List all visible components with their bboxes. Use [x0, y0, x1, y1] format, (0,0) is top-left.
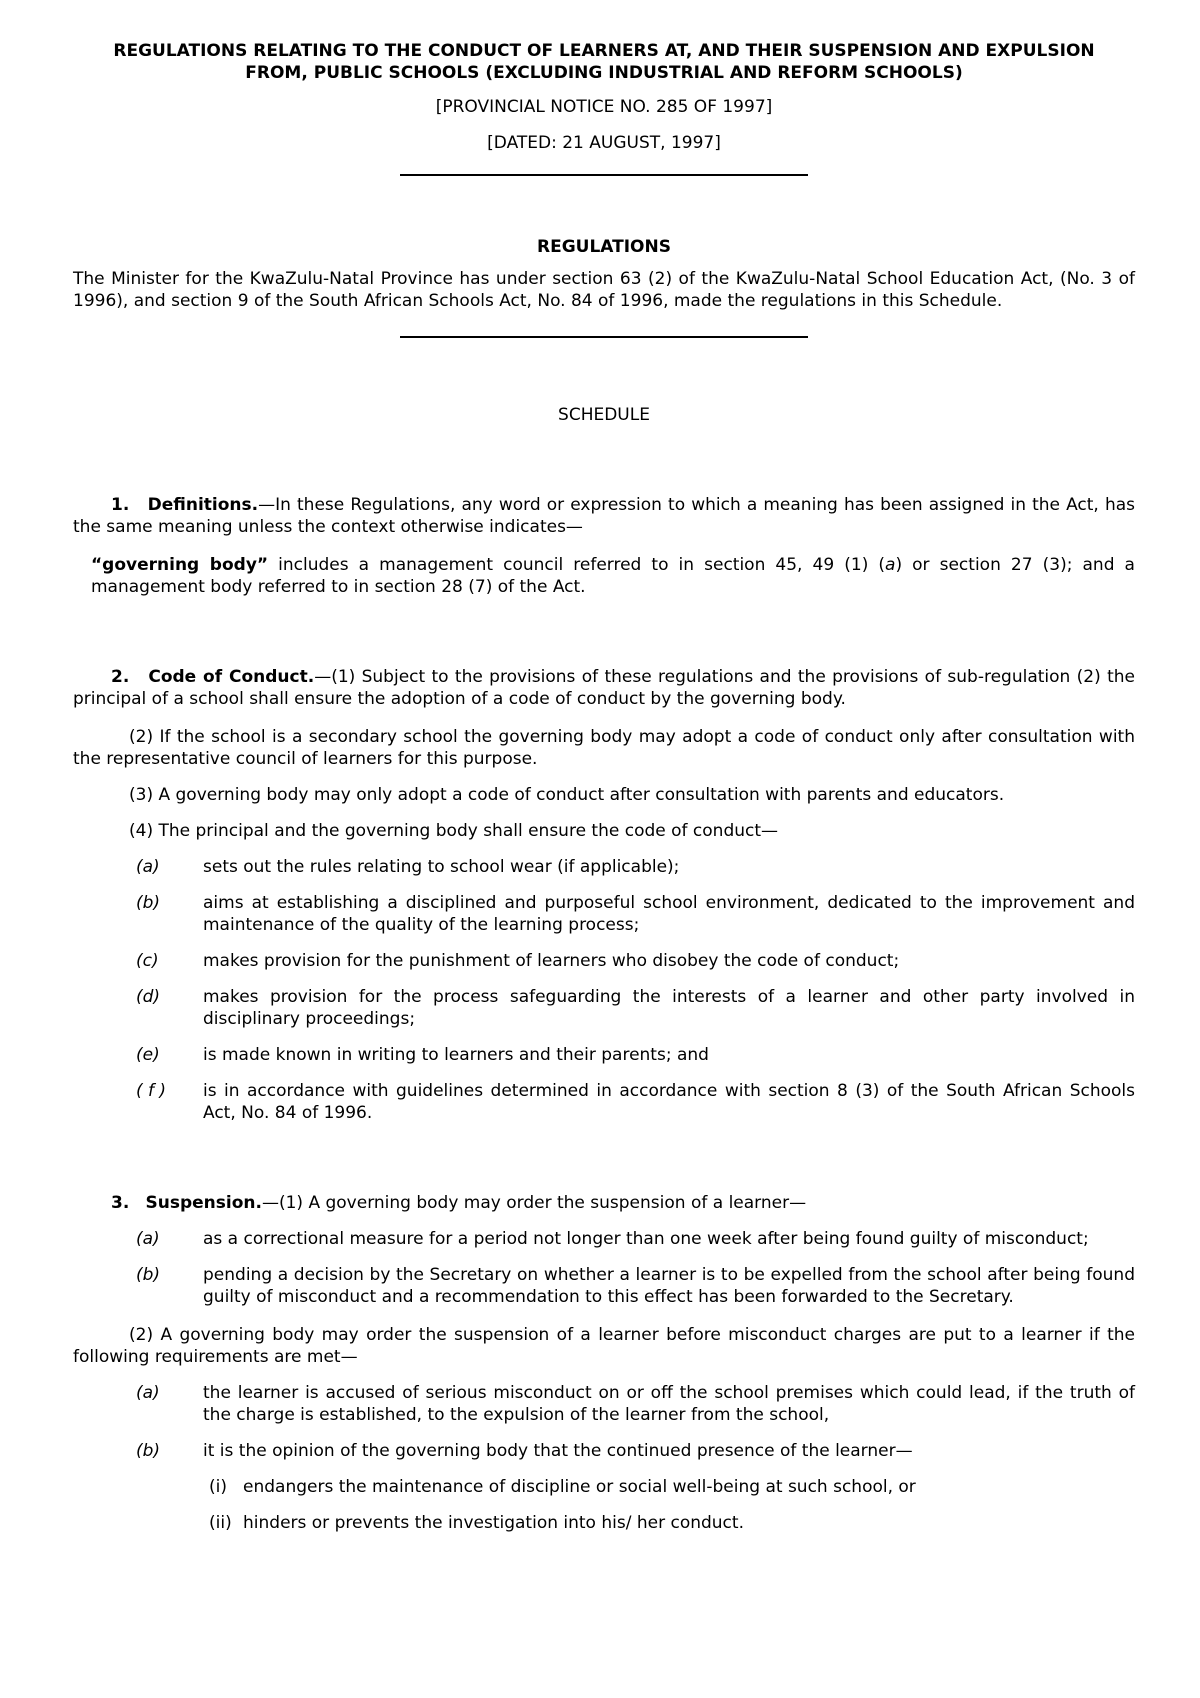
section-heading: Suspension. — [145, 1193, 262, 1213]
suspension-list-1 — [73, 1228, 1135, 1308]
regulations-heading: REGULATIONS — [537, 237, 671, 257]
list-item-text: the learner is accused of serious misconduct on or off the school premises which could lead, if the truth of the charge is established, to the expulsion of the learner from the school, — [203, 1383, 1135, 1425]
schedule-heading: SCHEDULE — [558, 405, 650, 425]
list-item — [73, 892, 1135, 936]
list-item — [73, 1476, 1135, 1498]
list-item-label: (a) — [136, 1383, 160, 1403]
section-code-of-conduct — [73, 666, 1135, 710]
list-item — [73, 950, 1135, 972]
list-item-text: endangers the maintenance of discipline or social well-being at such school, or — [243, 1477, 916, 1497]
definition-text-italic: a — [885, 555, 896, 575]
document-title-line2: FROM, PUBLIC SCHOOLS (EXCLUDING INDUSTRIAL AND REFORM SCHOOLS) — [245, 63, 963, 83]
definition-text: includes a management council referred to in section 45, 49 (1) ( — [268, 555, 886, 575]
list-item — [73, 1512, 1135, 1534]
definition-text: ) or section 27 (3); and a management body referred to in section 28 (7) of the Act. — [91, 555, 1135, 597]
list-item — [73, 1440, 1135, 1462]
list-item-text: is in accordance with guidelines determined in accordance with section 8 (3) of the South African Schools Act, No. 84 of 1996. — [203, 1081, 1135, 1123]
list-item-text: is made known in writing to learners and their parents; and — [203, 1045, 709, 1065]
list-item-text: makes provision for the punishment of learners who disobey the code of conduct; — [203, 951, 900, 971]
list-item-text: it is the opinion of the governing body that the continued presence of the learner— — [203, 1441, 913, 1461]
subregulation-2: (2) If the school is a secondary school the governing body may adopt a code of conduct only after consultation with the representative council of learners for this purpose. — [73, 727, 1135, 769]
divider — [400, 174, 808, 176]
list-item — [73, 1264, 1135, 1308]
list-item-label: (d) — [136, 987, 161, 1007]
section-number: 1. — [111, 495, 130, 515]
list-item-label: (e) — [136, 1045, 160, 1065]
list-item-text: sets out the rules relating to school wear (if applicable); — [203, 857, 680, 877]
definition-governing-body — [91, 554, 1135, 598]
list-item-label: (ii) — [209, 1513, 232, 1533]
section-text: —(1) Subject to the provisions of these regulations and the provisions of sub-regulation (2) the principal of a school shall ensure the adoption of a code of conduct by the governing body. — [73, 667, 1135, 709]
section-heading: Definitions. — [147, 495, 259, 515]
section-definitions — [73, 494, 1135, 538]
document-page — [73, 40, 1135, 1534]
section-number: 3. — [111, 1193, 130, 1213]
list-item-text: hinders or prevents the investigation into his/ her conduct. — [243, 1513, 744, 1533]
list-item-label: (a) — [136, 857, 160, 877]
list-item — [73, 1382, 1135, 1426]
list-item-label: (i) — [209, 1477, 227, 1497]
provincial-notice: [PROVINCIAL NOTICE NO. 285 OF 1997] — [435, 97, 773, 117]
list-item-label: (a) — [136, 1229, 160, 1249]
list-item-label: (c) — [136, 951, 159, 971]
suspension-sublist — [73, 1476, 1135, 1534]
divider — [400, 336, 808, 338]
section-number: 2. — [111, 667, 130, 687]
list-item-text: as a correctional measure for a period not longer than one week after being found guilty of misconduct; — [203, 1229, 1089, 1249]
list-item-text: aims at establishing a disciplined and purposeful school environment, dedicated to the improvement and maintenance of the quality of the learning process; — [203, 893, 1135, 935]
suspension-list-2 — [73, 1382, 1135, 1462]
list-item — [73, 1228, 1135, 1250]
list-item — [73, 986, 1135, 1030]
dated-line: [DATED: 21 AUGUST, 1997] — [487, 133, 721, 153]
section-heading: Code of Conduct. — [148, 667, 315, 687]
section-suspension — [73, 1192, 1135, 1214]
regulations-intro: The Minister for the KwaZulu-Natal Province has under section 63 (2) of the KwaZulu-Natal School Education Act, (No. 3 of 1996), and section 9 of the South African Schools Act, No. 84 of 1996, made the regulations in this Schedule. — [73, 269, 1135, 311]
list-item — [73, 856, 1135, 878]
subregulation-3: (3) A governing body may only adopt a code of conduct after consultation with parents and educators. — [129, 785, 1005, 805]
list-item-text: pending a decision by the Secretary on whether a learner is to be expelled from the school after being found guilty of misconduct and a recommendation to this effect has been forwarded to the Secretary. — [203, 1265, 1135, 1307]
list-item-text: makes provision for the process safeguarding the interests of a learner and other party involved in disciplinary proceedings; — [203, 987, 1135, 1029]
list-item-label: (b) — [136, 893, 161, 913]
subregulation-2: (2) A governing body may order the suspension of a learner before misconduct charges are put to a learner if the following requirements are met— — [73, 1325, 1135, 1367]
list-item-label: (b) — [136, 1265, 161, 1285]
list-item — [73, 1044, 1135, 1066]
code-of-conduct-list — [73, 856, 1135, 1124]
list-item-label: (b) — [136, 1441, 161, 1461]
list-item — [73, 1080, 1135, 1124]
list-item-label: ( f ) — [136, 1081, 167, 1101]
subregulation-4: (4) The principal and the governing body shall ensure the code of conduct— — [129, 821, 779, 841]
section-text: —(1) A governing body may order the suspension of a learner— — [261, 1193, 807, 1213]
section-text: —In these Regulations, any word or expression to which a meaning has been assigned in the Act, has the same meaning unless the context otherwise indicates— — [73, 495, 1135, 537]
document-title-line1: REGULATIONS RELATING TO THE CONDUCT OF LEARNERS AT, AND THEIR SUSPENSION AND EXPULSION — [113, 41, 1095, 61]
definition-term: “governing body” — [91, 555, 269, 575]
